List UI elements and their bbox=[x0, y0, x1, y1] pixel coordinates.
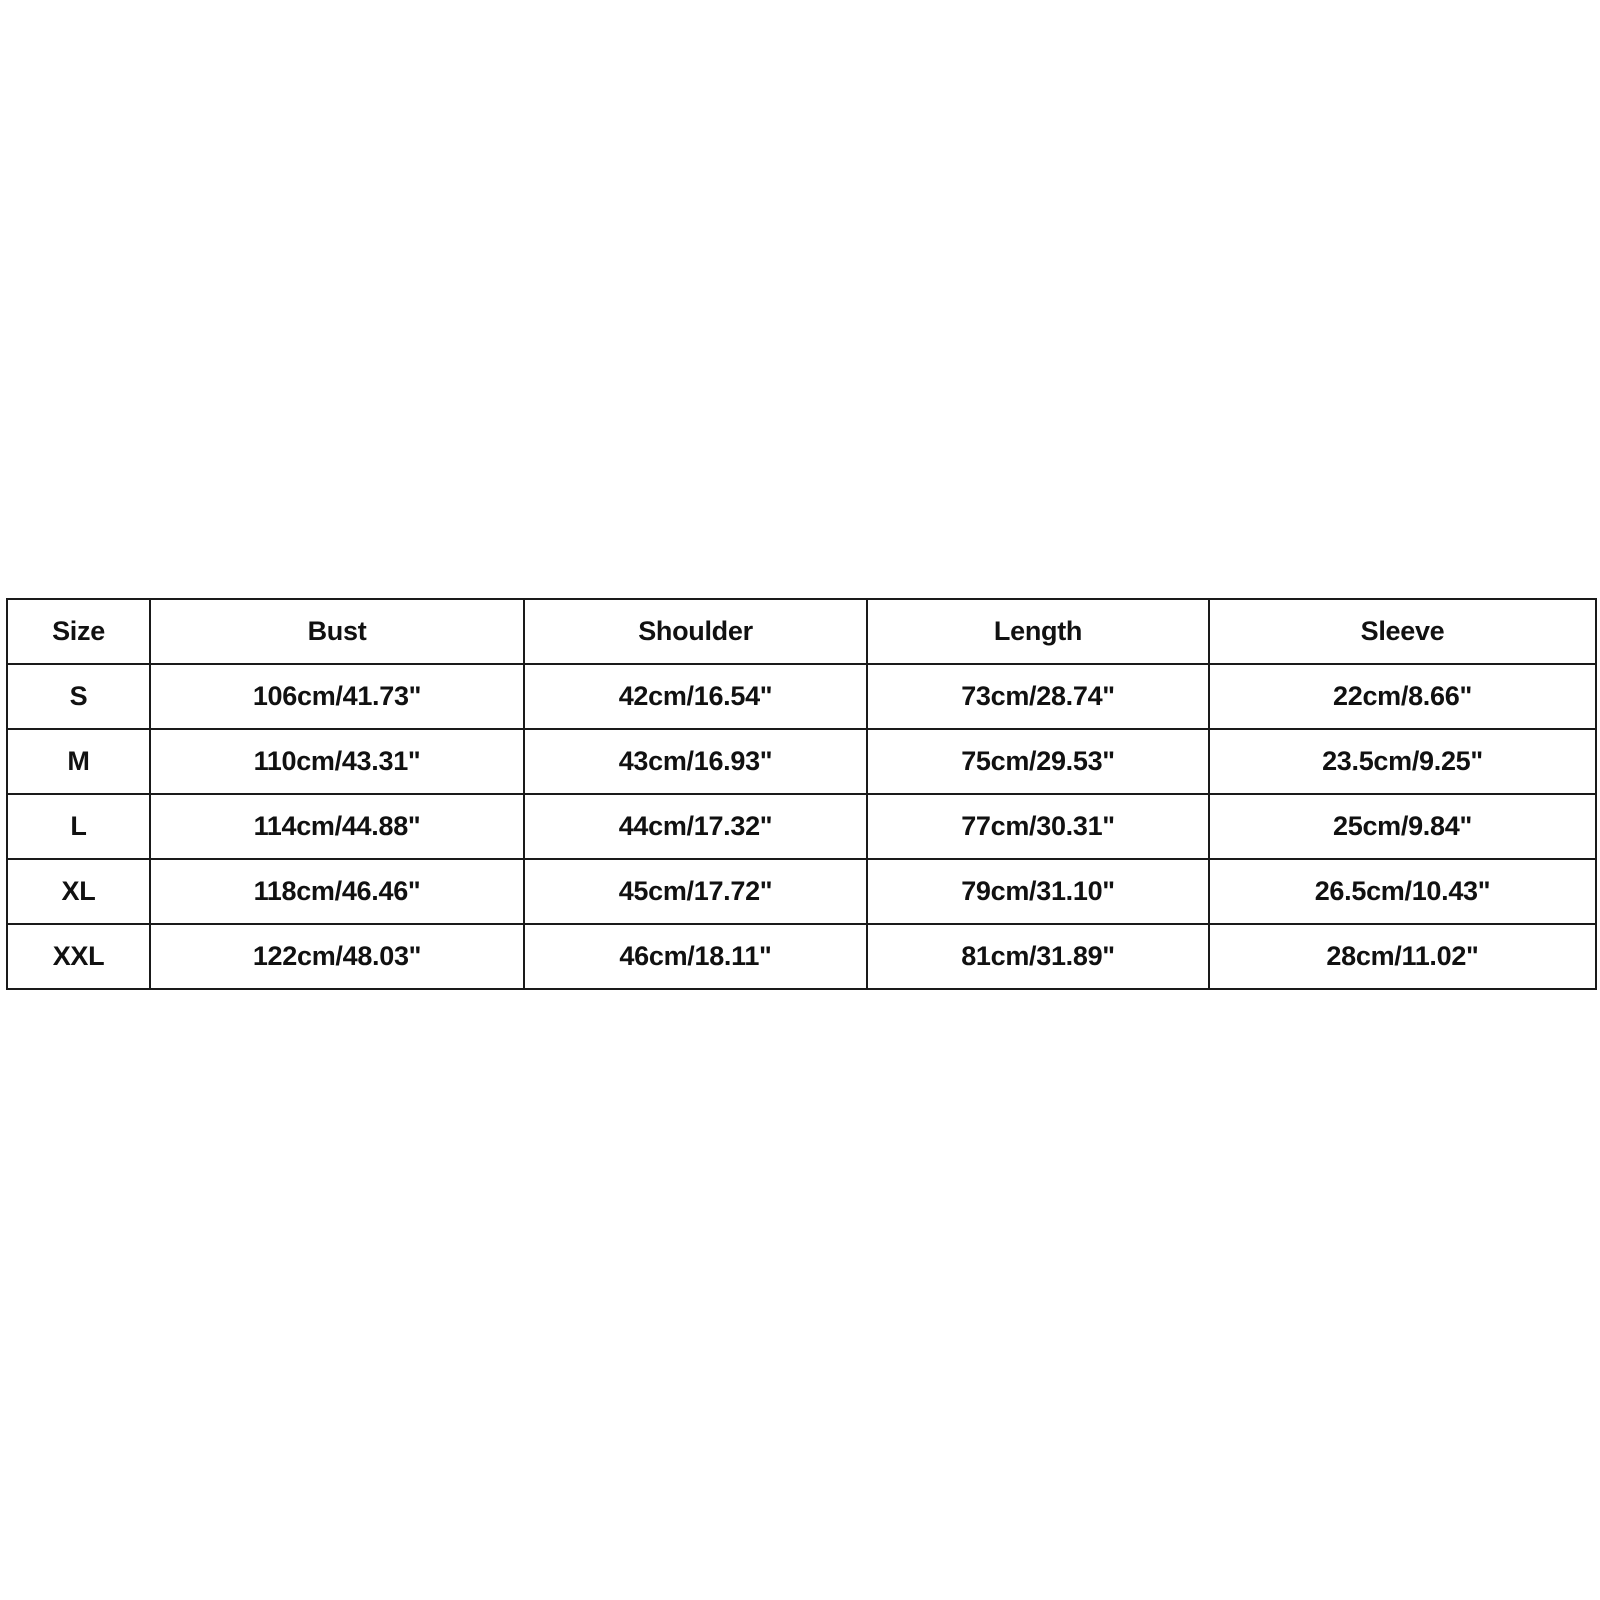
table-row bbox=[7, 794, 1596, 859]
header-size: Size bbox=[7, 599, 150, 664]
size-chart-table bbox=[6, 598, 1597, 990]
cell-shoulder: 44cm/17.32" bbox=[524, 794, 867, 859]
table-row bbox=[7, 859, 1596, 924]
cell-sleeve: 26.5cm/10.43" bbox=[1209, 859, 1596, 924]
cell-bust: 114cm/44.88" bbox=[150, 794, 524, 859]
cell-size: XXL bbox=[7, 924, 150, 989]
cell-length: 77cm/30.31" bbox=[867, 794, 1209, 859]
cell-shoulder: 42cm/16.54" bbox=[524, 664, 867, 729]
table-row bbox=[7, 729, 1596, 794]
header-length: Length bbox=[867, 599, 1209, 664]
table-row bbox=[7, 924, 1596, 989]
cell-length: 81cm/31.89" bbox=[867, 924, 1209, 989]
header-sleeve: Sleeve bbox=[1209, 599, 1596, 664]
cell-sleeve: 23.5cm/9.25" bbox=[1209, 729, 1596, 794]
table-row bbox=[7, 664, 1596, 729]
cell-shoulder: 45cm/17.72" bbox=[524, 859, 867, 924]
cell-length: 73cm/28.74" bbox=[867, 664, 1209, 729]
cell-size: XL bbox=[7, 859, 150, 924]
header-bust: Bust bbox=[150, 599, 524, 664]
table-header-row bbox=[7, 599, 1596, 664]
cell-sleeve: 25cm/9.84" bbox=[1209, 794, 1596, 859]
cell-length: 75cm/29.53" bbox=[867, 729, 1209, 794]
cell-length: 79cm/31.10" bbox=[867, 859, 1209, 924]
cell-size: L bbox=[7, 794, 150, 859]
cell-sleeve: 22cm/8.66" bbox=[1209, 664, 1596, 729]
cell-size: S bbox=[7, 664, 150, 729]
cell-bust: 106cm/41.73" bbox=[150, 664, 524, 729]
cell-shoulder: 43cm/16.93" bbox=[524, 729, 867, 794]
cell-sleeve: 28cm/11.02" bbox=[1209, 924, 1596, 989]
cell-size: M bbox=[7, 729, 150, 794]
cell-shoulder: 46cm/18.11" bbox=[524, 924, 867, 989]
cell-bust: 110cm/43.31" bbox=[150, 729, 524, 794]
cell-bust: 122cm/48.03" bbox=[150, 924, 524, 989]
cell-bust: 118cm/46.46" bbox=[150, 859, 524, 924]
header-shoulder: Shoulder bbox=[524, 599, 867, 664]
